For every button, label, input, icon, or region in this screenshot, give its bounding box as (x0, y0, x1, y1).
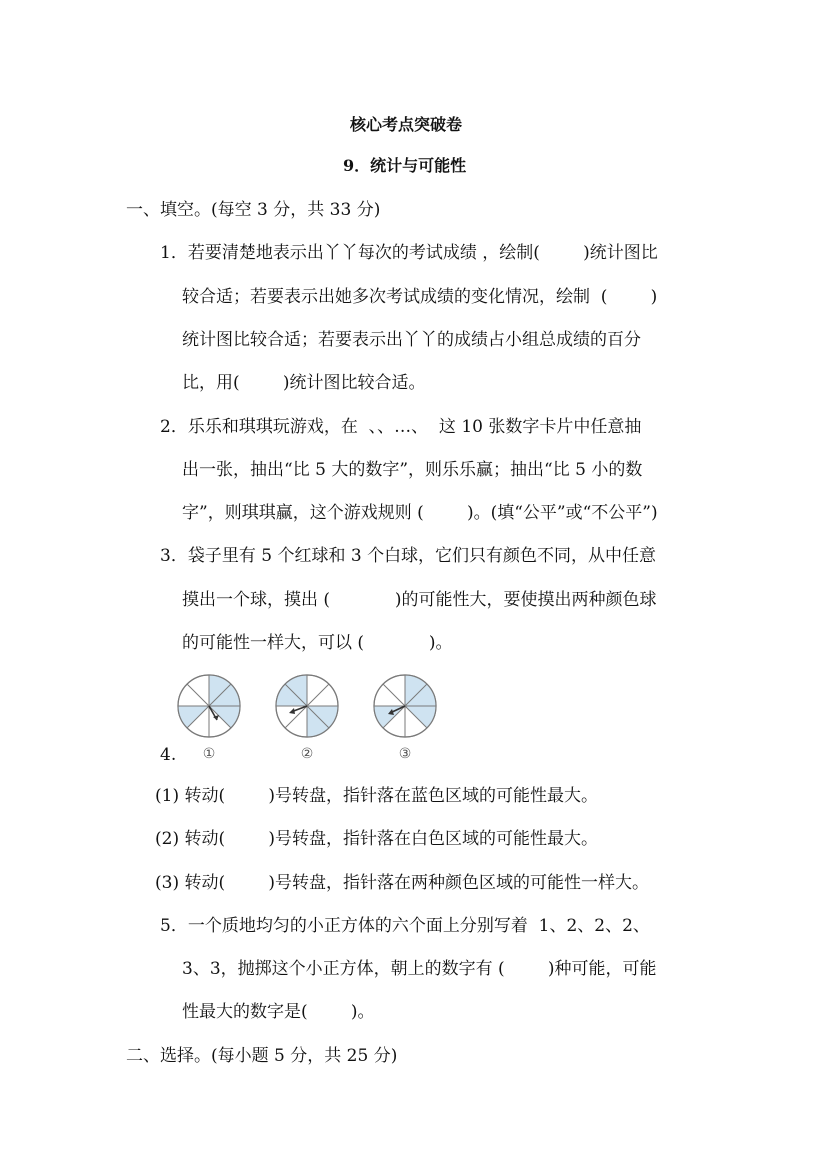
q1-line-4: 比，用( )统计图比较合适。 (182, 373, 426, 393)
spinner-1-label: ① (202, 746, 216, 762)
q3-line-3: 的可能性一样大，可以 ( )。 (182, 633, 453, 653)
q4-sub-2: (2) 转动( )号转盘，指针落在白色区域的可能性最大。 (155, 829, 598, 849)
spinner-disk-3 (371, 672, 443, 764)
spinner-2-label: ② (300, 746, 314, 762)
spinner-disk-2 (273, 672, 345, 764)
spinner-disk-1 (175, 672, 247, 764)
q2-line-2: 出一张，抽出“比 5 大的数字”，则乐乐赢；抽出“比 5 小的数 (182, 460, 643, 480)
q1-line-1: 1．若要清楚地表示出丫丫每次的考试成绩 ，绘制( )统计图比 (160, 243, 658, 263)
q2-line-1: 2．乐乐和琪琪玩游戏，在 、、…、 这 10 张数字卡片中任意抽 (160, 417, 642, 437)
q5-line-1: 5．一个质地均匀的小正方体的六个面上分别写着 1、2、2、2、 (160, 916, 650, 936)
q3-line-1: 3．袋子里有 5 个红球和 3 个白球，它们只有颜色不同，从中任意 (160, 546, 657, 566)
spinner-2-face (276, 675, 338, 737)
section-2-heading: 二、选择。(每小题 5 分，共 25 分) (126, 1046, 398, 1066)
q3-line-2: 摸出一个球，摸出 ( )的可能性大，要使摸出两种颜色球 (182, 590, 657, 610)
q2-line-3: 字”，则琪琪赢，这个游戏规则 ( )。(填“公平”或“不公平”) (182, 503, 658, 523)
q4-sub-1: (1) 转动( )号转盘，指针落在蓝色区域的可能性最大。 (155, 786, 598, 806)
spinner-3-label: ③ (398, 746, 412, 762)
page-title: 核心考点突破卷 (350, 115, 463, 134)
q1-line-2: 较合适；若要表示出她多次考试成绩的变化情况，绘制 ( ) (182, 287, 658, 307)
section-1-heading: 一、填空。(每空 3 分，共 33 分) (126, 200, 381, 220)
q4-number: 4. (160, 745, 177, 765)
q5-line-2: 3、3，抛掷这个小正方体，朝上的数字有 ( )种可能，可能 (182, 959, 657, 979)
page-subtitle: 9．统计与可能性 (343, 156, 467, 175)
spinner-3-face (374, 675, 436, 737)
q4-sub-3: (3) 转动( )号转盘，指针落在两种颜色区域的可能性一样大。 (155, 873, 649, 893)
q5-line-3: 性最大的数字是( )。 (182, 1002, 375, 1022)
q1-line-3: 统计图比较合适；若要表示出丫丫的成绩占小组总成绩的百分 (182, 330, 641, 350)
spinner-1-face (178, 675, 240, 737)
